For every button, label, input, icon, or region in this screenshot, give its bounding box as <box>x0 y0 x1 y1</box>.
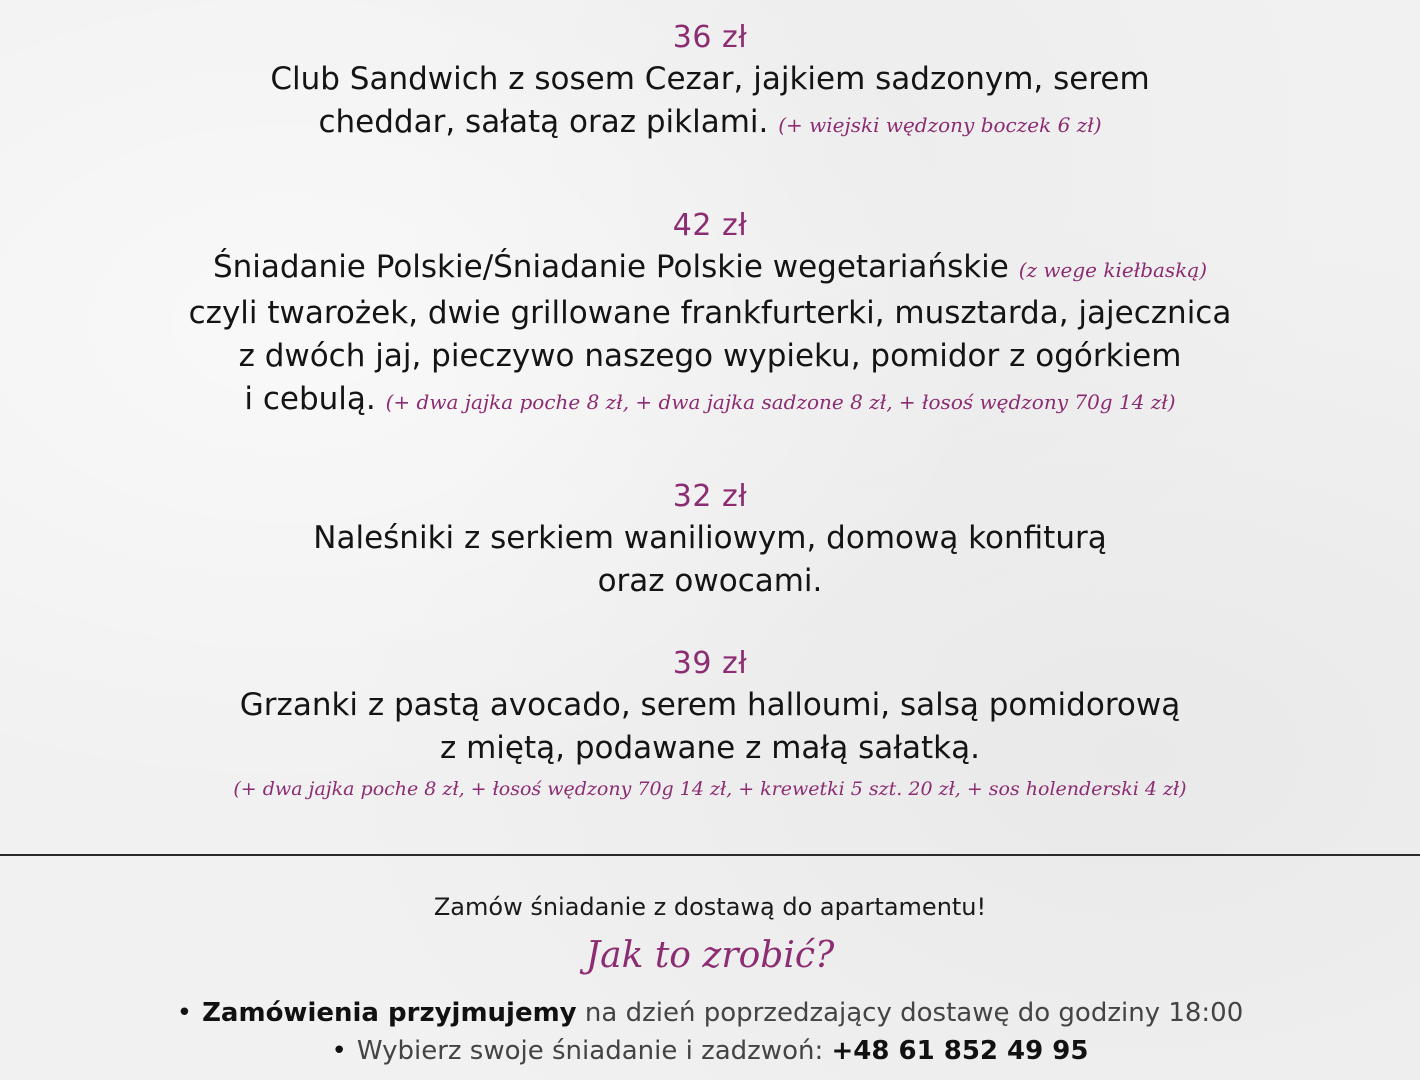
description <box>0 517 1420 603</box>
menu-item-avocado-toast <box>0 644 1420 804</box>
description <box>0 246 1420 424</box>
description-line: Grzanki z pastą avocado, serem halloumi, salsą pomidorową <box>239 687 1181 723</box>
addon-note: (+ dwa jajka poche 8 zł, + dwa jajka sadzone 8 zł, + łosoś wędzony 70g 14 zł) <box>385 390 1176 414</box>
delivery-subtitle: Jak to zrobić? <box>585 935 835 976</box>
description-line: z dwóch jaj, pieczywo naszego wypieku, pomidor z ogórkiem <box>238 338 1182 374</box>
menu-item-club-sandwich <box>0 18 1420 147</box>
description <box>0 684 1420 770</box>
phone-number[interactable]: +48 61 852 49 95 <box>831 1036 1089 1066</box>
price: 36 zł <box>672 20 748 55</box>
delivery-title: Zamów śniadanie z dostawą do apartamentu! <box>433 893 987 921</box>
section-divider <box>0 854 1420 856</box>
info-text: na dzień poprzedzający dostawę do godziny 18:00 <box>576 998 1244 1028</box>
description-line-with-note <box>0 246 1420 292</box>
addon-note: (+ wiejski wędzony boczek 6 zł) <box>778 113 1102 137</box>
menu-item-pancakes <box>0 477 1420 603</box>
description-line: cheddar, sałatą oraz piklami. <box>318 104 769 140</box>
description-line: z miętą, podawane z małą sałatką. <box>439 730 980 766</box>
info-text: Wybierz swoje śniadanie i zadzwoń: <box>356 1036 832 1066</box>
price: 32 zł <box>672 479 748 514</box>
bullet-icon: • <box>331 1036 347 1066</box>
description-line: czyli twarożek, dwie grillowane frankfurterki, musztarda, jajecznica <box>188 295 1232 331</box>
description-line-with-addon <box>0 101 1420 147</box>
menu-item-polish-breakfast <box>0 206 1420 424</box>
inline-note: (z wege kiełbaską) <box>1018 258 1208 282</box>
description-line: Club Sandwich z sosem Cezar, jajkiem sadzonym, serem <box>270 61 1150 97</box>
bullet-icon: • <box>176 998 193 1028</box>
description-line-with-addon <box>0 378 1420 424</box>
description <box>0 58 1420 147</box>
description-line: oraz owocami. <box>597 563 823 599</box>
description-line: i cebulą. <box>244 381 376 417</box>
delivery-section <box>0 888 1420 1070</box>
addon-note: (+ dwa jajka poche 8 zł, + łosoś wędzony 70g 14 zł, + krewetki 5 szt. 20 zł, + sos holenderski 4 zł) <box>233 778 1187 800</box>
price: 42 zł <box>672 208 748 243</box>
price: 39 zł <box>672 646 748 681</box>
info-bold: Zamówienia przyjmujemy <box>202 998 577 1028</box>
description-line: Naleśniki z serkiem waniliowym, domową konfiturą <box>313 520 1107 556</box>
info-row-phone <box>0 1032 1420 1070</box>
description-line: Śniadanie Polskie/Śniadanie Polskie wegetariańskie <box>212 249 1009 285</box>
delivery-info-list <box>0 994 1420 1070</box>
info-row-orders <box>0 994 1420 1032</box>
